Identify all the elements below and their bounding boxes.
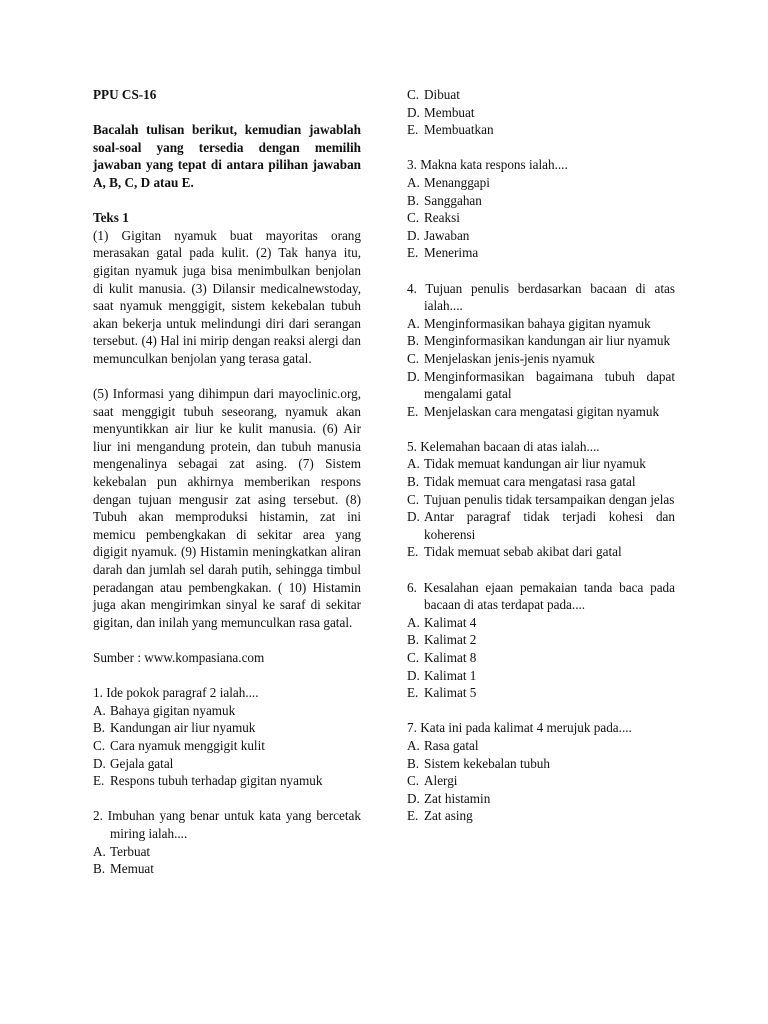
option-e: E. Tidak memuat sebab akibat dari gatal <box>407 544 622 560</box>
question-1 <box>93 684 361 790</box>
option-b: B. Menginformasikan kandungan air liur nyamuk <box>407 333 671 349</box>
question-5 <box>407 438 675 561</box>
option-c: C. Menjelaskan jenis-jenis nyamuk <box>407 350 595 366</box>
instruction-text: Bacalah tulisan berikut, kemudian jawablah soal-soal yang tersedia dengan memilih jawaban yang tepat di antara pilihan jawaban A, B, C, D atau E. <box>93 122 361 190</box>
left-column <box>93 86 361 878</box>
option-e: E. Menerima <box>407 245 479 261</box>
option-b: B. Kandungan air liur nyamuk <box>93 720 256 736</box>
paragraph-1: (1) Gigitan nyamuk buat mayoritas orang merasakan gatal pada kulit. (2) Tak hanya itu, gigitan nyamuk juga bisa menimbulkan benjolan di kulit manusia. (3) Dilansir medicalnewstoday, saat nyamuk menggigit, sistem kekebalan tubuh akan bekerja untuk melindungi diri dari serangan tersebut. (4) Hal ini mirip dengan reaksi alergi dan memunculkan benjolan yang terasa gatal. <box>93 227 361 366</box>
question-3 <box>407 156 675 262</box>
paragraph-2: (5) Informasi yang dihimpun dari mayoclinic.org, saat menggigit tubuh seseorang, nyamuk akan menyuntikkan air liur ke kulit manusia. (6) Air liur ini mengandung protein, dan tubuh manusia mengenalinya sebagai zat asing. (7) Sistem kekebalan pun akhirnya memberikan respons dengan tujuan mengusir zat asing tersebut. (8) Tubuh akan memproduksi histamin, zat ini memicu pembengkakan di sekitar area yang digigit nyamuk. (9) Histamin meningkatkan aliran darah dan jumlah sel darah putih, sehingga timbul peradangan atau pembengkakan. ( 10) Histamin juga akan mengirimkan sinyal ke saraf di sekitar gigitan, dan inilah yang memunculkan rasa gatal. <box>93 386 361 630</box>
option-d: D. Gejala gatal <box>93 755 174 771</box>
option-c: C. Cara nyamuk menggigit kulit <box>93 737 265 753</box>
option-d: D. Jawaban <box>407 227 470 243</box>
document-title: PPU CS-16 <box>93 87 157 102</box>
right-column <box>407 86 675 825</box>
option-d: D. Membuat <box>407 104 475 120</box>
option-d: D. Zat histamin <box>407 790 491 806</box>
option-a: A. Rasa gatal <box>407 737 479 753</box>
question-7 <box>407 719 675 825</box>
question-text: 7. Kata ini pada kalimat 4 merujuk pada.... <box>407 720 632 736</box>
option-c: C. Dibuat <box>407 87 460 102</box>
text-heading: Teks 1 <box>93 210 129 226</box>
option-e: E. Kalimat 5 <box>407 685 477 701</box>
option-c: C. Reaksi <box>407 210 460 226</box>
option-d: D. Kalimat 1 <box>407 667 477 683</box>
source-line: Sumber : www.kompasiana.com <box>93 650 265 665</box>
question-text: 5. Kelemahan bacaan di atas ialah.... <box>407 438 600 454</box>
question-2-continued <box>407 86 675 139</box>
option-b: B. Kalimat 2 <box>407 632 477 648</box>
option-a: A. Bahaya gigitan nyamuk <box>93 702 236 718</box>
option-a: A. Terbuat <box>93 843 151 859</box>
question-6 <box>407 579 675 702</box>
option-c: C. Kalimat 8 <box>407 650 477 665</box>
option-b: B. Tidak memuat cara mengatasi rasa gatal <box>407 474 636 490</box>
question-2 <box>93 807 361 877</box>
question-text: 2. Imbuhan yang benar untuk kata yang bercetak miring ialah.... <box>93 808 361 841</box>
option-e: E. Membuatkan <box>407 122 494 138</box>
option-d: D. Antar paragraf tidak terjadi kohesi dan koherensi <box>407 509 675 542</box>
option-a: A. Kalimat 4 <box>407 614 477 630</box>
option-e: E. Menjelaskan cara mengatasi gigitan nyamuk <box>407 403 660 419</box>
question-4 <box>407 280 675 421</box>
question-text: 1. Ide pokok paragraf 2 ialah.... <box>93 685 259 701</box>
option-b: B. Sanggahan <box>407 192 482 208</box>
option-a: A. Menginformasikan bahaya gigitan nyamuk <box>407 315 651 331</box>
option-c: C. Alergi <box>407 773 458 789</box>
option-a: A. Tidak memuat kandungan air liur nyamuk <box>407 456 646 472</box>
question-text: 3. Makna kata respons ialah.... <box>407 157 568 173</box>
option-b: B. Sistem kekebalan tubuh <box>407 755 550 771</box>
option-b: B. Memuat <box>93 861 154 877</box>
option-c: C. Tujuan penulis tidak tersampaikan dengan jelas <box>407 491 675 507</box>
option-a: A. Menanggapi <box>407 174 490 190</box>
option-d: D. Menginformasikan bagaimana tubuh dapat mengalami gatal <box>407 368 675 402</box>
question-text: 4. Tujuan penulis berdasarkan bacaan di atas ialah.... <box>407 280 675 314</box>
option-e: E. Zat asing <box>407 808 473 824</box>
question-text: 6. Kesalahan ejaan pemakaian tanda baca pada bacaan di atas terdapat pada.... <box>407 579 675 613</box>
option-e: E. Respons tubuh terhadap gigitan nyamuk <box>93 773 323 789</box>
